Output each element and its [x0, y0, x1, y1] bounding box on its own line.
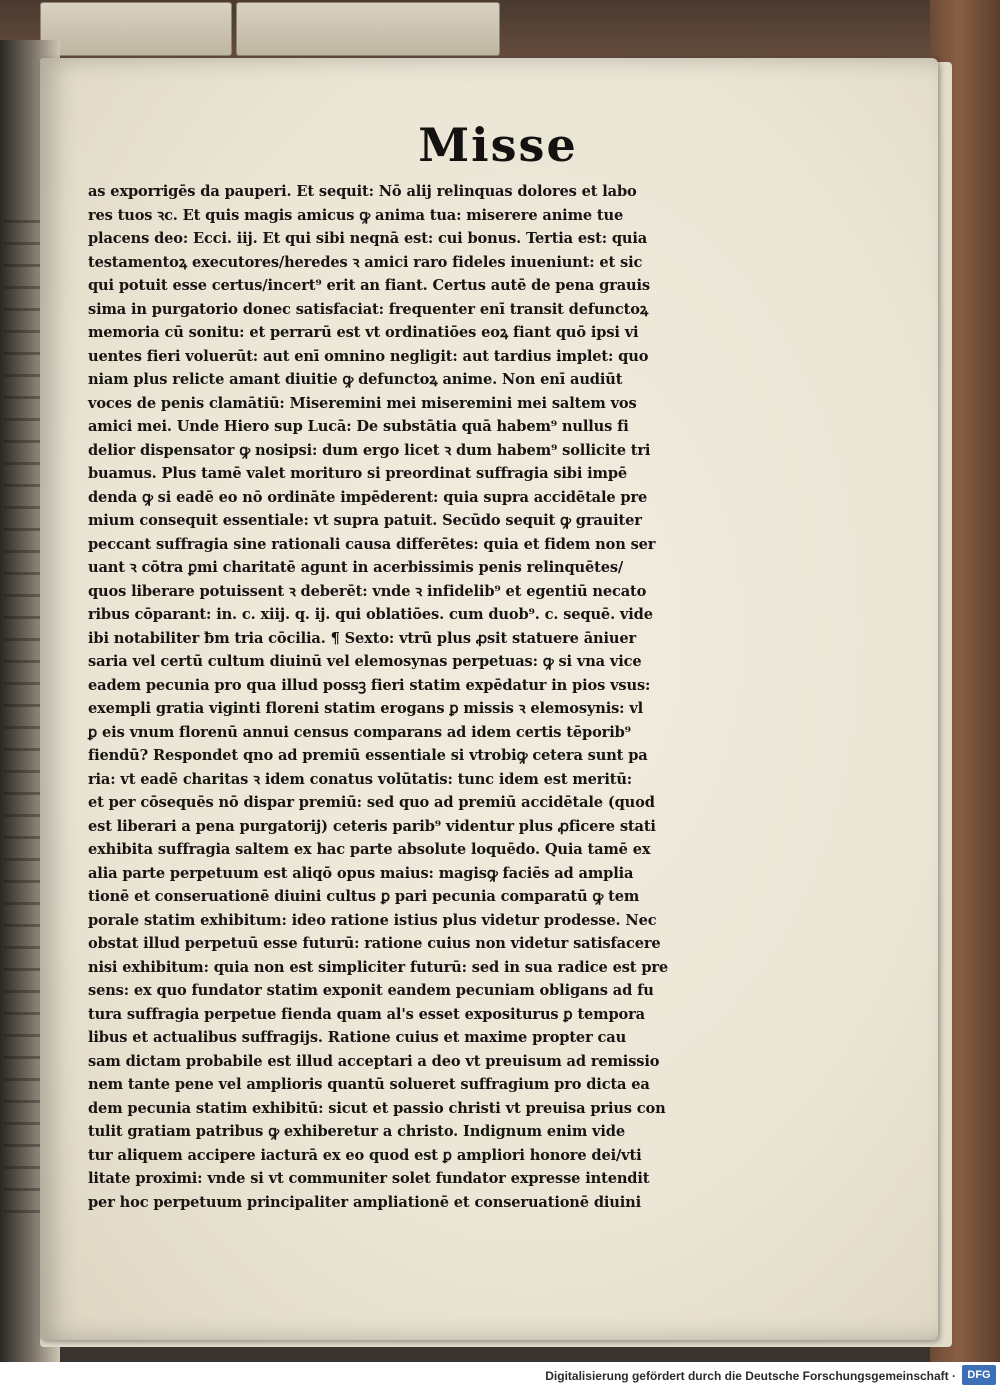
- text-line: tur aliquem accipere iacturā ex eo quod est ꝑ ampliori honore dei/vti: [88, 1146, 642, 1164]
- text-line: litate proximi: vnde si vt communiter solet fundator expresse intendit: [88, 1170, 650, 1187]
- text-line: peccant suffragia sine rationali causa differētes: quia et fidem non ser: [88, 535, 656, 553]
- text-line: saria vel certū cultum diuinū vel elemosynas perpetuas: ꝙ si vna vice: [88, 653, 642, 670]
- text-line: nem tante pene vel amplioris quantū solueret suffragium pro dicta ea: [88, 1076, 650, 1093]
- text-line: sima in purgatorio donec satisfaciat: frequenter enī transit defunctoꝝ: [88, 300, 649, 318]
- text-line: uentes fieri voluerūt: aut enī omnino negligit: aut tardius implet: quo: [88, 347, 649, 365]
- text-line: buamus. Plus tamē valet morituro si preordinat suffragia sibi impē: [88, 465, 628, 482]
- text-line: tulit gratiam patribus ꝙ exhiberetur a christo. Indignum enim vide: [88, 1123, 625, 1140]
- body-text: [88, 180, 728, 1214]
- text-line: niam plus relicte amant diuitie ꝙ defunctoꝝ anime. Non enī audiūt: [88, 371, 623, 388]
- text-line: eadem pecunia pro qua illud possꝫ fieri statim expēdatur in pios vsus:: [88, 676, 651, 694]
- text-line: dem pecunia statim exhibitū: sicut et passio christi vt preuisa prius con: [88, 1099, 666, 1117]
- text-line: fiendū? Respondet qno ad premiū essentiale si vtrobiꝙ cetera sunt pa: [88, 747, 648, 764]
- dfg-logo: DFG: [962, 1365, 996, 1385]
- text-line: per hoc perpetuum principaliter ampliationē et conseruationē diuini: [88, 1193, 641, 1211]
- text-line: denda ꝙ si eadē eo nō ordināte impēderent: quia supra accidētale pre: [88, 488, 648, 506]
- text-line: uant ꝛ cōtra ꝑmi charitatē agunt in acerbissimis penis relinquētes/: [88, 559, 624, 576]
- text-line: ibi notabiliter ƀm tria cōcilia. ¶ Sexto: vtrū plus ꝓsit statuere āniuer: [88, 629, 637, 647]
- facing-page-text: [4, 220, 40, 1220]
- text-line: sens: ex quo fundator statim exponit eandem pecuniam obligans ad fu: [88, 982, 654, 999]
- text-line: est liberari a pena purgatorij) ceteris parib⁹ videntur plus ꝓficere stati: [88, 817, 656, 835]
- text-line: res tuos ꝛc. Et quis magis amicus ꝙ anima tua: miserere anime tue: [88, 206, 624, 224]
- text-line: delior dispensator ꝙ nosipsi: dum ergo licet ꝛ dum habem⁹ sollicite tri: [88, 441, 651, 459]
- text-line: ribus cōparant: in. c. xiij. q. ij. qui oblatiōes. cum duob⁹. c. sequē. vide: [88, 606, 653, 623]
- binding-band-left: [40, 2, 232, 56]
- text-line: voces de penis clamātiū: Miseremini mei miseremini mei saltem vos: [88, 394, 637, 412]
- text-line: exhibita suffragia saltem ex hac parte absolute loquēdo. Quia tamē ex: [88, 841, 651, 858]
- text-line: as exporrigēs da pauperi. Et sequit: Nō alij relinquas dolores et labo: [88, 183, 637, 200]
- text-line: amici mei. Unde Hiero sup Lucā: De substātia quā habem⁹ nullus fi: [88, 418, 629, 435]
- text-line: tionē et conseruationē diuini cultus ꝑ pari pecunia comparatū ꝙ tem: [88, 888, 640, 905]
- text-line: ria: vt eadē charitas ꝛ idem conatus volūtatis: tunc idem est meritū:: [88, 770, 633, 788]
- binding-band-right: [236, 2, 500, 56]
- text-line: libus et actualibus suffragijs. Ratione cuius et maxime propter cau: [88, 1029, 627, 1046]
- text-line: obstat illud perpetuū esse futurū: ratione cuius non videtur satisfacere: [88, 935, 661, 952]
- text-line: qui potuit esse certus/incert⁹ erit an fiant. Certus autē de pena grauis: [88, 277, 650, 294]
- text-line: tura suffragia perpetue fienda quam al's esset expositurus ꝑ tempora: [88, 1005, 645, 1023]
- text-line: exempli gratia viginti floreni statim erogans ꝑ missis ꝛ elemosynis: vl: [88, 700, 644, 717]
- text-line: alia parte perpetuum est aliqō opus maius: magisꝙ faciēs ad amplia: [88, 864, 634, 882]
- page-heading: [0, 118, 1000, 176]
- footer-bar: [0, 1362, 1000, 1390]
- text-line: ꝑ eis vnum florenū annui census comparans ad idem certis tēporib⁹: [88, 723, 631, 741]
- funding-credit: Digitalisierung gefördert durch die Deutsche Forschungsgemeinschaft ·: [545, 1369, 956, 1383]
- text-line: nisi exhibitum: quia non est simpliciter futurū: sed in sua radice est pre: [88, 958, 669, 976]
- text-line: mium consequit essentiale: vt supra patuit. Secūdo sequit ꝙ grauiter: [88, 512, 642, 529]
- text-line: testamentoꝝ executores/heredes ꝛ amici raro fideles inueniunt: et sic: [88, 253, 643, 271]
- text-line: sam dictam probabile est illud acceptari a deo vt preuisum ad remissio: [88, 1052, 660, 1070]
- text-line: quos liberare potuissent ꝛ deberēt: vnde ꝛ infidelib⁹ et egentiū necato: [88, 582, 647, 600]
- text-line: memoria cū sonitu: et perrarū est vt ordinatiōes eoꝝ fiant quō ipsi vi: [88, 324, 639, 341]
- text-line: placens deo: Ecci. iij. Et qui sibi neqnā est: cui bonus. Tertia est: quia: [88, 230, 648, 247]
- text-line: porale statim exhibitum: ideo ratione istius plus videtur prodesse. Nec: [88, 911, 657, 929]
- heading-text: Misse: [418, 118, 578, 172]
- text-line: et per cōsequēs nō dispar premiū: sed quo ad premiū accidētale (quod: [88, 794, 655, 811]
